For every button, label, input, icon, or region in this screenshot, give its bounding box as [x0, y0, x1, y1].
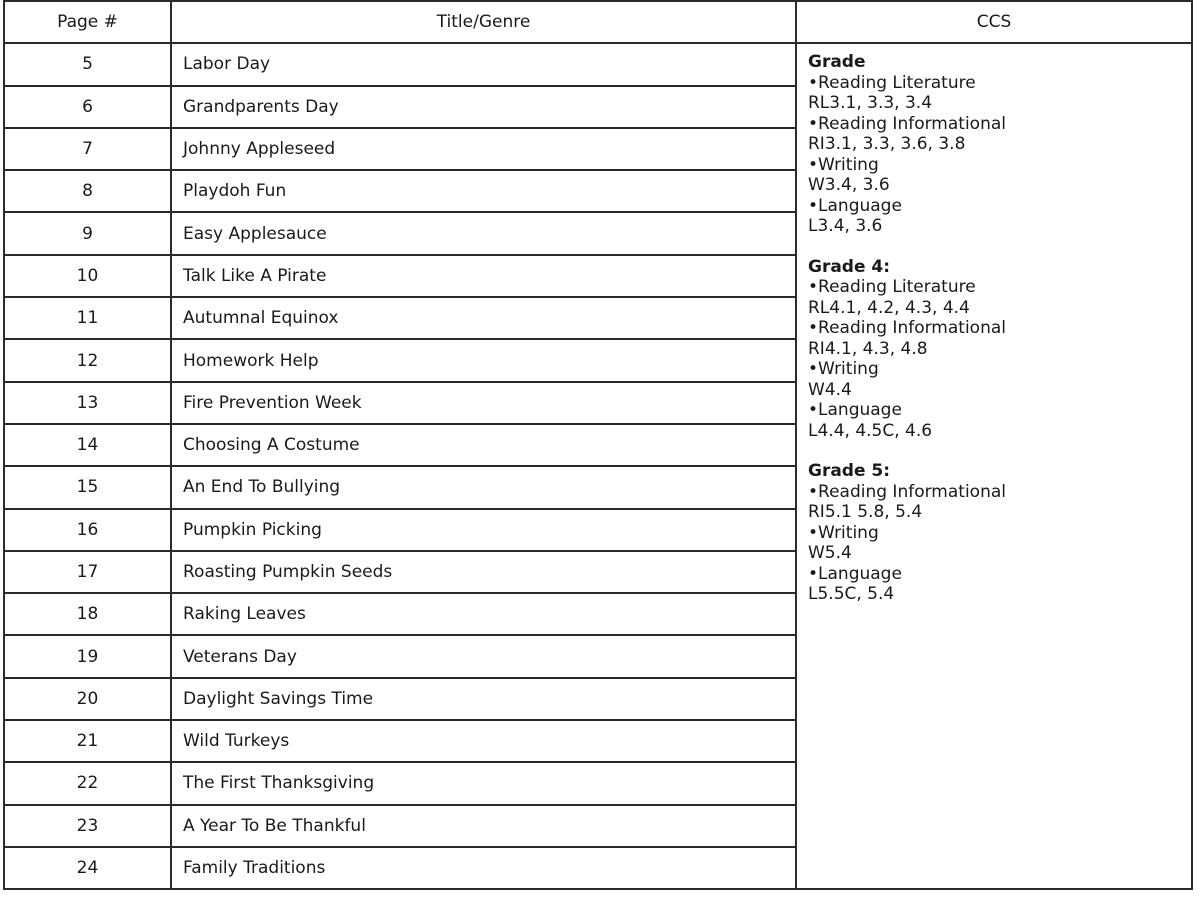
grade-heading: Grade 4:: [808, 256, 891, 277]
ccs-line: •Language: [808, 563, 902, 584]
title-genre: Fire Prevention Week: [171, 382, 796, 424]
title-genre: Labor Day: [171, 43, 796, 85]
title-genre: The First Thanksgiving: [171, 762, 796, 804]
ccs-line: L5.5C, 5.4: [808, 584, 895, 605]
title-genre: Johnny Appleseed: [171, 128, 796, 170]
page-number: 21: [4, 720, 171, 762]
ccs-line: •Reading Informational: [808, 113, 1006, 134]
ccs-line: L4.4, 4.5C, 4.6: [808, 420, 933, 441]
title-genre: Family Traditions: [171, 847, 796, 889]
ccs-line: L3.4, 3.6: [808, 216, 883, 237]
title-genre: Grandparents Day: [171, 86, 796, 128]
page-number: 8: [4, 170, 171, 212]
title-genre: Pumpkin Picking: [171, 509, 796, 551]
ccs-line: RI5.1 5.8, 5.4: [808, 502, 923, 523]
page-number: 18: [4, 593, 171, 635]
ccs-grade5: [808, 461, 1191, 605]
title-genre: Autumnal Equinox: [171, 297, 796, 339]
title-genre: Raking Leaves: [171, 593, 796, 635]
page-number: 22: [4, 762, 171, 804]
grade-heading: Grade 5:: [808, 461, 891, 482]
curriculum-table: [3, 0, 1193, 890]
ccs-line: RL4.1, 4.2, 4.3, 4.4: [808, 297, 970, 318]
title-genre: Homework Help: [171, 339, 796, 381]
title-genre: A Year To Be Thankful: [171, 805, 796, 847]
ccs-line: W3.4, 3.6: [808, 175, 890, 196]
ccs-line: RL3.1, 3.3, 3.4: [808, 93, 933, 114]
title-genre: Choosing A Costume: [171, 424, 796, 466]
ccs-line: •Writing: [808, 359, 879, 380]
ccs-grade4: [808, 257, 1191, 442]
grade-heading: Grade: [808, 52, 866, 73]
page-number: 5: [4, 43, 171, 85]
page-number: 17: [4, 551, 171, 593]
header-row: [4, 1, 1192, 43]
page-number: 20: [4, 678, 171, 720]
title-genre: Veterans Day: [171, 635, 796, 677]
ccs-line: RI4.1, 4.3, 4.8: [808, 338, 928, 359]
ccs-line: •Reading Informational: [808, 481, 1006, 502]
ccs-line: W5.4: [808, 543, 852, 564]
title-genre: Roasting Pumpkin Seeds: [171, 551, 796, 593]
ccs-line: •Language: [808, 400, 902, 421]
title-genre: Talk Like A Pirate: [171, 255, 796, 297]
page-number: 14: [4, 424, 171, 466]
ccs-line: •Reading Informational: [808, 318, 1006, 339]
page-number: 19: [4, 635, 171, 677]
header-ccs: CCS: [796, 1, 1192, 43]
header-page: Page #: [4, 1, 171, 43]
ccs-line: •Writing: [808, 522, 879, 543]
ccs-line: •Writing: [808, 154, 879, 175]
page-number: 6: [4, 86, 171, 128]
ccs-line: RI3.1, 3.3, 3.6, 3.8: [808, 134, 966, 155]
header-title: Title/Genre: [171, 1, 796, 43]
ccs-line: •Reading Literature: [808, 277, 976, 298]
ccs-standards: [796, 43, 1192, 889]
ccs-line: •Language: [808, 195, 902, 216]
title-genre: Daylight Savings Time: [171, 678, 796, 720]
table-row: [4, 43, 1192, 85]
page-number: 16: [4, 509, 171, 551]
ccs-line: •Reading Literature: [808, 72, 976, 93]
page-number: 24: [4, 847, 171, 889]
ccs-line: W4.4: [808, 379, 852, 400]
page-number: 11: [4, 297, 171, 339]
title-genre: An End To Bullying: [171, 466, 796, 508]
page-number: 12: [4, 339, 171, 381]
page-number: 9: [4, 212, 171, 254]
ccs-grade3: [808, 52, 1191, 237]
page-number: 7: [4, 128, 171, 170]
page-number: 15: [4, 466, 171, 508]
page-number: 10: [4, 255, 171, 297]
title-genre: Playdoh Fun: [171, 170, 796, 212]
page-number: 13: [4, 382, 171, 424]
title-genre: Easy Applesauce: [171, 212, 796, 254]
page-number: 23: [4, 805, 171, 847]
title-genre: Wild Turkeys: [171, 720, 796, 762]
